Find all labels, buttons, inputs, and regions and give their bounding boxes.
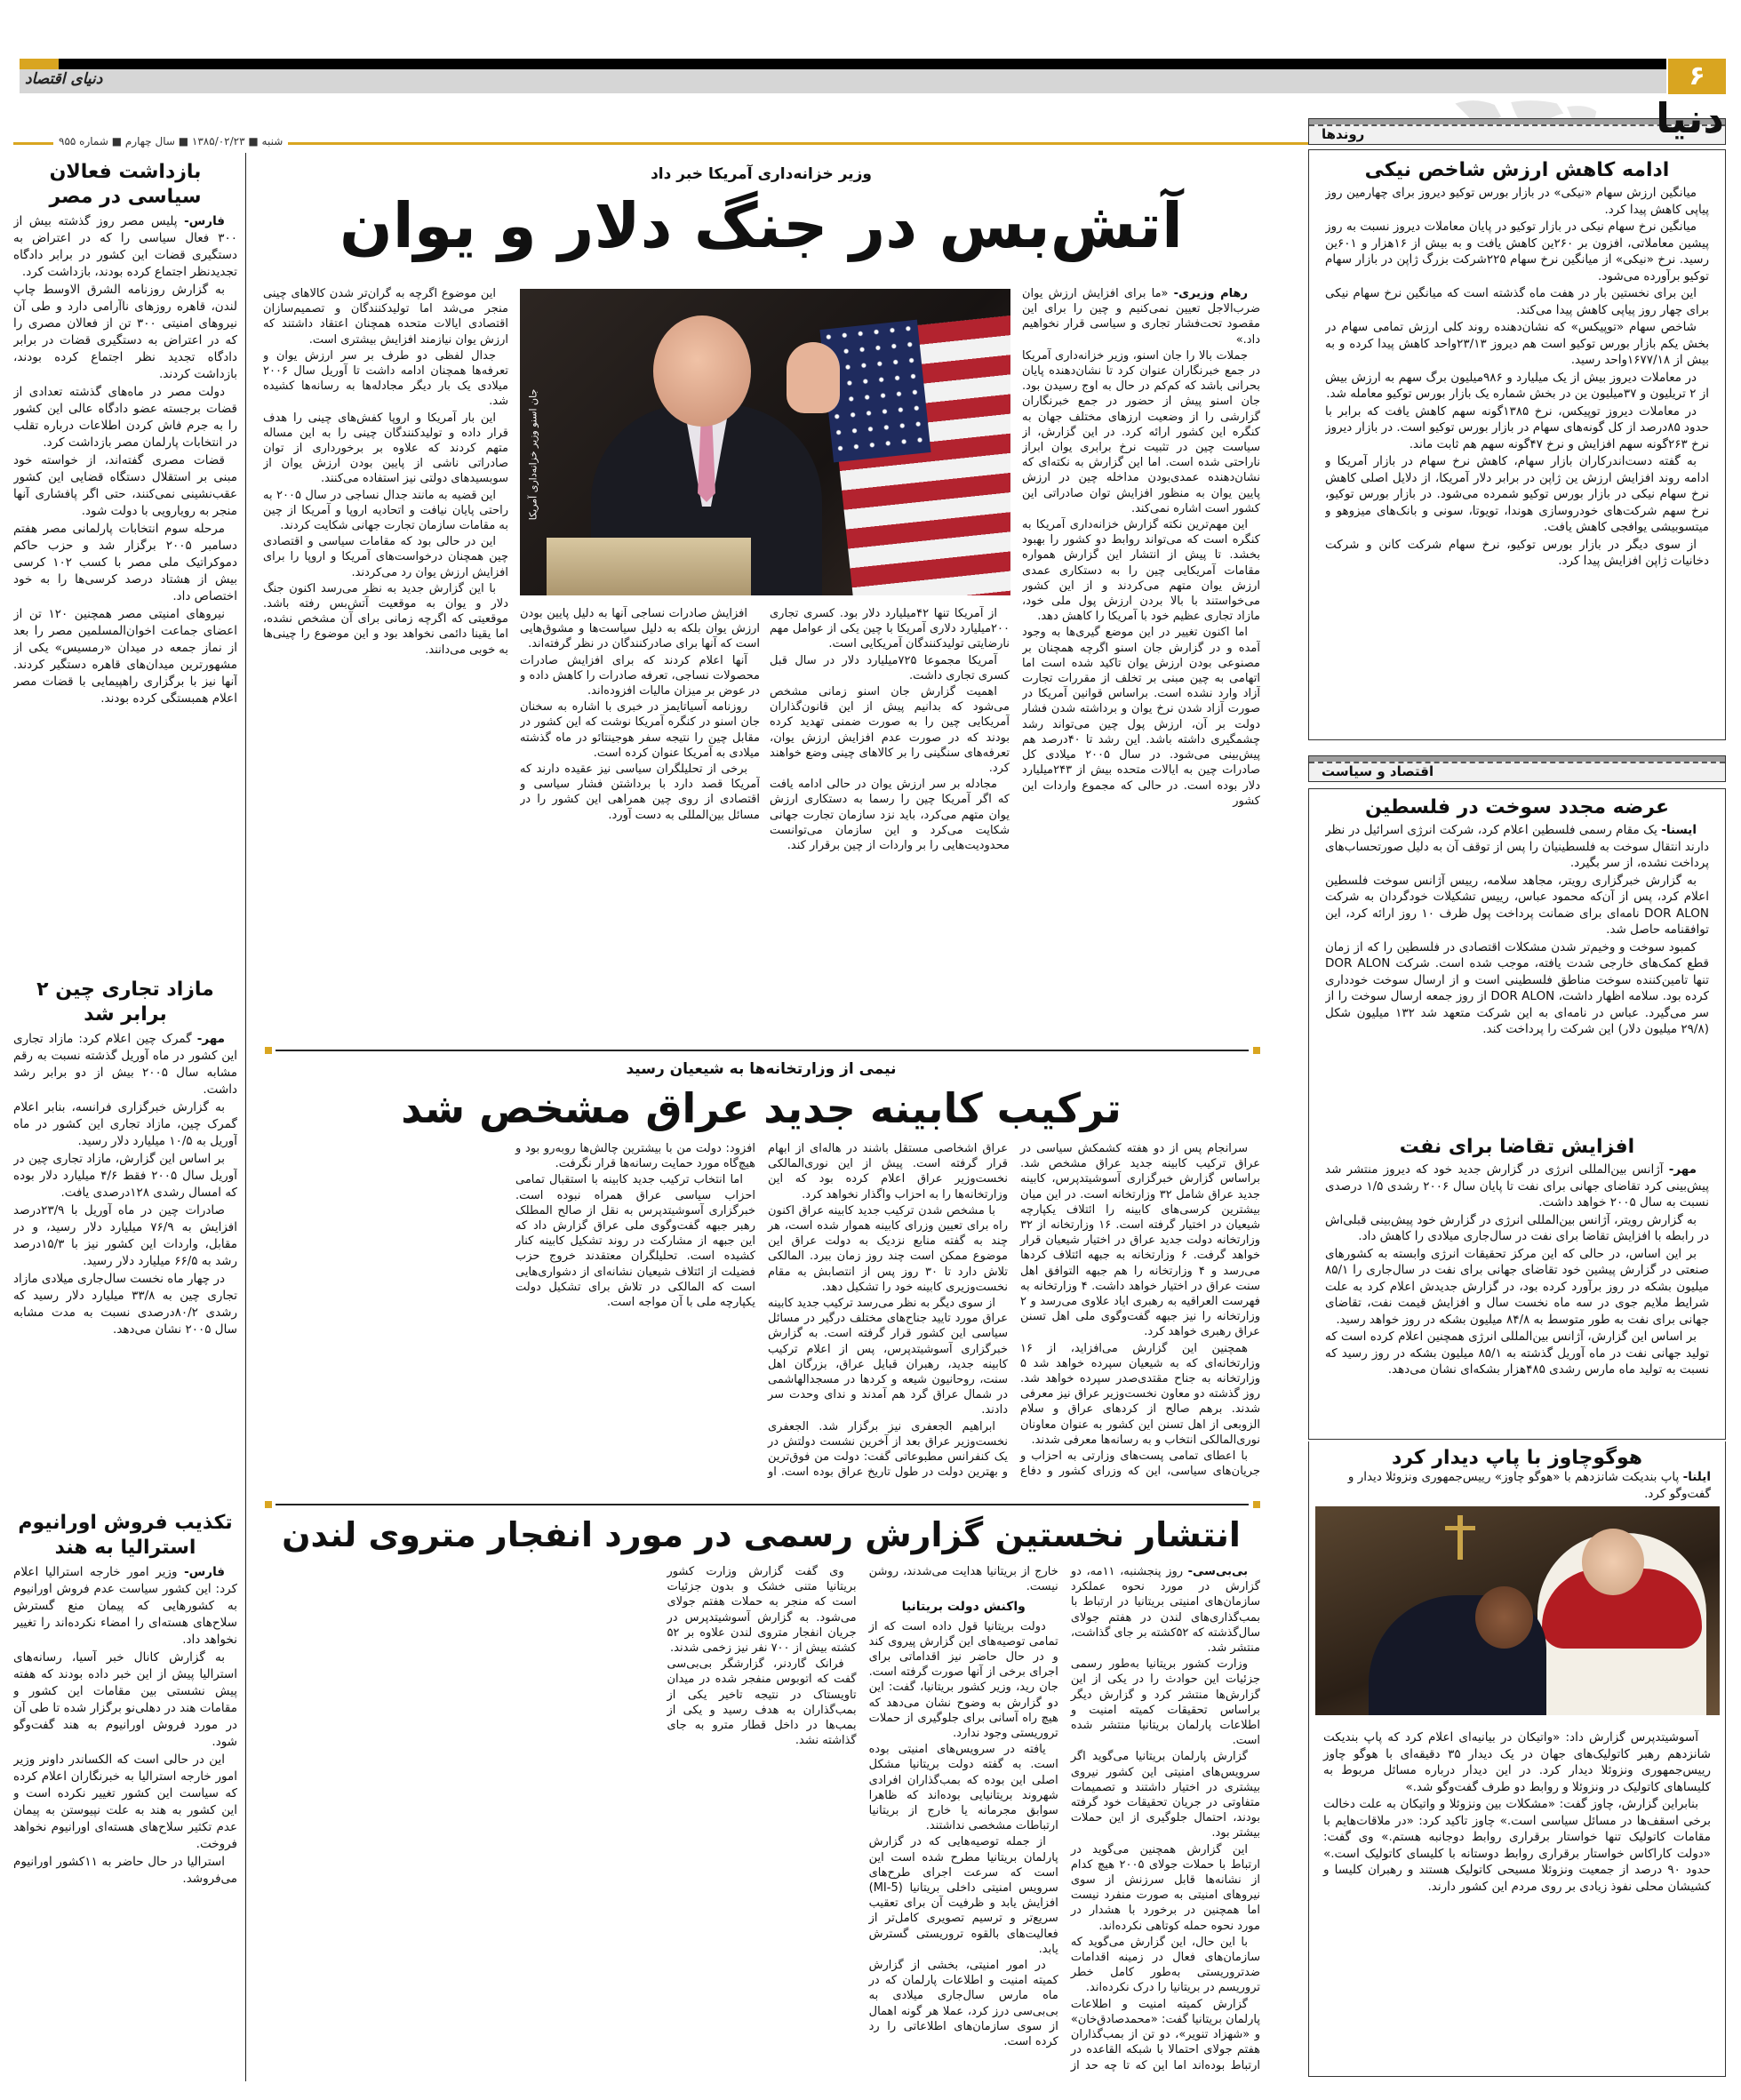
paragraph (1022, 625, 1260, 808)
paragraph (13, 384, 237, 451)
paragraph-text: مجادله بر سر ارزش یوان در حالی ادامه یافت که اگر آمریکا چین را رسما به دستکاری ارزش یوان متهم می‌کرد، باید نزد سازمان تجارت جهانی شکایت می‌کرد و این سازمان می‌توانست محدودیت‌هایی را بر واردات از چین برقرار کند. (770, 778, 1010, 853)
paragraph (13, 1099, 237, 1150)
left-column-story-1 (13, 160, 237, 978)
paragraph (263, 534, 508, 580)
nikkei-story-body (1325, 185, 1709, 718)
paragraph (13, 1151, 237, 1202)
paragraph-text: نیروهای امنیتی مصر همچنین ۱۲۰ تن از اعضای جماعت اخوان‌المسلمین مصر را بعد از نماز جمعه در میدان «رمسیس» یکی از مشهورترین میدان‌های قاهره دستگیر کردند. آنها نیز با برگزاری راهپیمایی با قضات مصر اعلام همبستگی کرده بودند. (13, 607, 237, 706)
paragraph-text: کمبود سوخت و وخیم‌تر شدن مشکلات اقتصادی در فلسطین را که از زمان قطع کمک‌های خارجی شدت یافته، موجب شده است. شرکت DOR ALON تنها تامین‌کننده سوخت مناطق فلسطینی است و از ارسال سوخت خودداری کرده بود. سلامه اظهار داشت، DOR ALON از روز جمعه ارسال سوخت را از سر می‌گیرد. عباس در نامه‌ای به این شرکت متعهد شد ۱۳۲ میلیون شکل (۲۹/۸ میلیون دلار) این شرکت را پرداخت کند. (1325, 939, 1709, 1036)
paragraph-text: این در حالی بود که مقامات سیاسی و اقتصادی چین همچنان درخواست‌های آمریکا و اروپا را برای افزایش ارزش یوان رد می‌کردند. (263, 535, 508, 579)
paragraph-text: اما اکنون تغییر در این موضع گیری‌ها به وجود آمده و در گزارش جان اسنو اگرچه همچنان بر مصنوعی بودن ارزش یوان تاکید شده است اما اتهامی به چین مبنی بر تخلف از مقررات تجارت آزاد وارد نشده است. براساس قوانین آمریکا در صورت آزاد شدن نرخ یوان و برداشته شدن فشار دولت بر آن، ارزش پول چین می‌تواند رشد چشمگیری داشته باشد. این رشد تا ۴۰درصد هم پیش‌بینی می‌شود. در سال ۲۰۰۵ میلادی کل صادرات چین به ایالات متحده بیش از ۲۴۳میلیارد دلار بوده است. در حالی که مجموع واردات این کشور (1022, 626, 1260, 808)
story-title: بازداشت فعالان سیاسی در مصر (49, 161, 202, 208)
paragraph (770, 606, 1010, 652)
header-black-bar (20, 59, 1666, 69)
issue-dateline: شنبه ■ ۱۳۸۵/۰۲/۲۳ ■ سال چهارم ■ شماره ۹۵۵ (53, 135, 288, 148)
paragraph-text: یک مقام رسمی فلسطین اعلام کرد، شرکت انرژی اسرائیل در نظر دارند انتقال سوخت به فلسطینیان را پس از توقف آن به دلیل صورتحساب‌های پرداخت نشده، از سر بگیرد. (1325, 823, 1709, 870)
paragraph (13, 1202, 237, 1270)
paragraph-text: صادرات چین در ماه آوریل با ۲۳/۹درصد افزایش به ۷۶/۹ میلیارد دلار رسید، و در مقابل، واردات این کشور نیز با ۱۵/۳درصد رشد به ۶۶/۵ میلیارد دلار رسید. (13, 1203, 237, 1268)
paragraph (770, 777, 1010, 853)
separator-marker (1253, 1047, 1260, 1054)
paragraph-text: در چهار ماه نخست سال‌جاری میلادی مازاد تجاری چین به ۳۳/۸ میلیارد دلار رسید که رشدی ۸۰/۲درصدی نسبت به مدت مشابه سال ۲۰۰۵ نشان می‌دهد. (13, 1272, 237, 1337)
paragraph-text: از سوی دیگر در بازار بورس توکیو، نرخ سهام شرکت کانن و شرکت دخانیات ژاپن افزایش پیدا کرد. (1325, 537, 1709, 568)
paragraph-text: به گزارش کانال خبر آسیا، رسانه‌های استرالیا پیش از این خبر داده بودند که هفته پیش نشستی بین مقامات این کشور و مقامات هند در دهلی‌نو برگزار شده تا طی آن در مورد فروش اورانیوم به هند گفت‌وگو شود. (13, 1650, 237, 1749)
paragraph (515, 1172, 755, 1310)
chavez-story-title: هوگوچاوز با پاپ دیدار کرد (1391, 1447, 1643, 1469)
london-subhead: واکنش دولت بریتانیا (901, 1600, 1026, 1615)
paragraph-text: به گزارش رویتر، آژانس بین‌المللی انرژی در گزارش خود پیش‌بینی قبلی‌اش در رابطه با افزایش تقاضا برای نفت در سال‌جاری میلادی را کاهش داد. (1325, 1212, 1709, 1243)
column-divider (245, 153, 246, 2081)
paragraph-text: افزایش صادرات نساجی آنها به دلیل پایین بودن ارزش یوان بلکه به دلیل سیاست‌ها و مشوق‌هایی است که آنها برای صادرکنندگان در نظر گرفته‌اند. (520, 607, 760, 651)
paragraph-text: بر اساس این گزارش، مازاد تجاری چین در آوریل سال ۲۰۰۵ فقط ۴/۶ میلیارد دلار بوده که امسال رشدی ۱۲۸درصدی یافت. (13, 1152, 237, 1200)
paragraph (1022, 517, 1260, 624)
paragraph (263, 286, 508, 347)
paragraph (1325, 319, 1709, 369)
paragraph (1071, 1749, 1260, 1840)
paragraph (263, 348, 508, 410)
story-body (13, 213, 237, 978)
paragraph (1071, 1842, 1260, 1934)
paragraph-text: بنابراین گزارش، چاوز گفت: «مشکلات بین ونزوئلا و واتیکان به علت دخالت برخی اسقف‌ها در مسائل سیاسی است.» چاوز تاکید کرد: «در ملاقات‌هایم با مقامات کاتولیک تنها خواستار برقراری روابط دوجانبه هستم.» وی گفت: «دولت کاراکاس خواستار برقراری روابط دوستانه با کلیسای کاتولیک است.» حدود ۹۰ درصد از جمعیت ونزوئلا مسیحی کاتولیک هستند و رهبران کلیسا و کشیشان محلی نفوذ زیادی بر روی مردم این کشور دارند. (1323, 1797, 1711, 1894)
section-separator (276, 1050, 1249, 1051)
paragraph (770, 653, 1010, 683)
main-story-column-2 (770, 606, 1010, 1040)
paragraph-text: روزنامه آسیاتایمز در خبری با اشاره به سخنان جان اسنو در کنگره آمریکا نوشت که این کشور در مقابل چین را نتیجه سفر هوجینتائو در ماه گذشته میلادی به آمریکا عنوان کرده است. (520, 700, 760, 760)
paragraph (1071, 1564, 1260, 1656)
separator-marker (265, 1047, 272, 1054)
pope-chavez-photo (1315, 1506, 1720, 1715)
chavez-head (1475, 1586, 1533, 1649)
story-title: تکذیب فروش اورانیوم استرالیا به هند (18, 1512, 233, 1559)
paragraph (869, 1834, 1058, 1957)
paragraph-text: گزارش پارلمان بریتانیا می‌گوید اگر سرویس‌های امنیتی این کشور نیروی بیشتری در اختیار داشتند و تصمیمات متفاوتی در جریان تحقیقات خود گرفته بودند، احتمال جلوگیری از این حملات بیشتر بود. (1070, 1750, 1260, 1840)
paragraph-text: آژانس بین‌المللی انرژی در گزارش جدید خود که دیروز منتشر شد پیش‌بینی کرد تقاضای جهانی برای نفت تا پایان سال ۲۰۰۶ رشدی ۱/۵ درصدی نسبت به سال ۲۰۰۵ خواهد داشت. (1325, 1162, 1709, 1210)
paragraph-text: بر اساس این گزارش، آژانس بین‌المللی انرژی همچنین اعلام کرده است که تولید جهانی نفت در ماه آوریل گذشته به ۸۵/۱ میلیون بشکه در روز رسید که نسبت به تولید ماه مارس رشدی ۴۸۵هزار بشکه‌ای نشان می‌دهد. (1325, 1329, 1709, 1377)
paragraph (1325, 1246, 1709, 1329)
speaker-head (653, 315, 751, 427)
paragraph-text: مرحله سوم انتخابات پارلمانی مصر هفتم دسامبر ۲۰۰۵ برگزار شد و حزب حاکم دموکراتیک ملی مصر با کسب ۱۰۲ کرسی بیش از هشتاد درصد کرسی‌ها را به خود اختصاص داد. (13, 522, 237, 603)
london-story-body (263, 1564, 1260, 2075)
paragraph-text: قضات مصری گفته‌اند، از خواسته خود مبنی بر استقلال دستگاه قضایی این کشور عقب‌نشینی نمی‌کنند، حتی اگر پافشاری آنها منجر به رویارویی با دولت شود. (13, 453, 237, 518)
iraq-story-body (263, 1141, 1260, 1493)
paragraph (1323, 1729, 1711, 1795)
paragraph-text: دولت مصر در ماه‌های گذشته تعدادی از قضات برجسته عضو دادگاه عالی این کشور را به جرم فاش کردن اطلاعات درباره تقلب در انتخابات پارلمان مصر بازداشت کرد. (13, 385, 237, 450)
paragraph-text: از سوی دیگر به نظر می‌رسد ترکیب جدید کابینه عراق مورد تایید جناح‌های مختلف درگیر در مسائل سیاسی این کشور قرار گرفته است. به گزارش خبرگزاری آسوشیتدپرس، پس از اعلام ترکیب کابینه جدید، رهبران قبایل عراق، بزرگان اهل سنت، روحانیون شیعه و کردها در مسجدالهاشمی در شمال عراق گرد هم آمدند و ندای وحدت سر دادند. (768, 1297, 1008, 1417)
paragraph-text: وی گفت گزارش وزارت کشور بریتانیا متنی خشک و بدون جزئیات است که منجر به حملات هفتم جولای می‌شود. به گزارش آسوشیتدپرس در جریان انفجار متروی لندن علاوه بر ۵۲ کشته بیش از ۷۰۰ نفر نیز زخمی شدند. (667, 1565, 857, 1656)
paragraph (13, 1031, 237, 1098)
paragraph-text: یافته در سرویس‌های امنیتی بوده است. به گفته دولت بریتانیا مشکل اصلی این بوده که بمب‌گذاران افرادی شهروند بریتانیایی بوده‌اند که ظاهرا سوابق مجرمانه یا خارج از بریتانیا ارتباطات مشخصی نداشتند. (868, 1743, 1058, 1833)
paragraph (1325, 185, 1709, 218)
paragraph (770, 684, 1010, 776)
paragraph-text: این گزارش همچنین می‌گوید در ارتباط با حملات جولای ۲۰۰۵ هیچ کدام از نشانه‌ها قابل سرزنش از سوی نیروهای امنیتی به صورت منفرد نیست اما همچنین در برخورد با هشدار در مورد نحوه حمله کوتاهی نکرده‌اند. (1070, 1842, 1260, 1933)
paragraph-text: با این گزارش جدید به نظر می‌رسد اکنون جنگ دلار و یوان به موقعیت آتش‌بس رفته باشد. موقعیتی که اگرچه زمانی برای آن مشخص نشده، اما یقینا دائمی نخواهد بود و این موضوع را چینی‌ها به خوبی می‌دانند. (263, 581, 508, 657)
section-title: دنیا (1656, 94, 1724, 142)
paragraph (13, 1649, 237, 1751)
paragraph-text: آسوشیتدپرس گزارش داد: «واتیکان در بیانیه‌ای اعلام کرد که پاپ بندیکت شانزدهم رهبر کاتولیک‌های جهان در یک دیدار ۳۵ دقیقه‌ای با هوگو چاوز رییس‌جمهوری ونزوئلا دیدار کرد. در این دیدار درباره مسائل مربوط به کلیساهای کاتولیک در ونزوئلا و روابط دو طرف گفت‌وگو شد.» (1323, 1730, 1711, 1794)
paragraph-text: در معاملات دیروز توپیکس، نرخ ۱۳۸۵گونه سهم کاهش یافت که برابر با حدود ۸۵درصد از کل گونه‌های سهام در بازار بورس توکیو است. در بازار دیروز نرخ ۲۶۳گونه سهم افزایش و نرخ ۴۷گونه سهم هم ثابت ماند. (1325, 403, 1709, 451)
paragraph-text: با مشخص شدن ترکیب جدید کابینه عراق اکنون راه برای تعیین وزرای کابینه هموار شده است، هر چند به گفته منابع نزدیک به دولت عراق این موضوع ممکن است چند روز زمان ببرد. المالکی تلاش دارد تا ۳۰ روز پس از انتصابش به مقام نخست‌وزیری کابینه خود را تشکیل دهد. (768, 1203, 1008, 1294)
paragraph-text: در امور امنیتی، بخشی از گزارش کمیته امنیت و اطلاعات پارلمان که در ماه مارس سال‌جاری میلادی به بی‌بی‌سی درز کرد، عملا هر گونه اهمال از سوی سازمان‌های اطلاعاتی را رد کرده است. (868, 1959, 1058, 2049)
paragraph (520, 606, 760, 652)
newspaper-logo: دنیای اقتصاد (25, 70, 103, 88)
separator-marker (1253, 1501, 1260, 1508)
paragraph (13, 282, 237, 383)
main-story-column-4 (263, 286, 508, 1040)
paragraph (869, 1742, 1058, 1833)
news-source: رهام وزیری- (1173, 287, 1248, 300)
paragraph (1325, 1329, 1709, 1378)
crucifix-bar (1445, 1526, 1475, 1530)
paragraph (13, 1854, 237, 1888)
paragraph (13, 606, 237, 707)
paragraph-text: ابراهیم الجعفری نیز برگزار شد. الجعفری نخست‌وزیر عراق بعد از آخرین نشست دولتش در یک کنفرانس مطبوعاتی گفت: دولت من فوق‌ترین و بهترین دولت در طول تاریخ عراق بوده است. او افزود: دولت من با بیشترین چالش‌ها روبه‌رو بود و هیچ‌گاه مورد حمایت رسانه‌ها قرار نگرفت. (515, 1142, 1008, 1480)
paragraph-text: گزارش کمیته امنیت و اطلاعات پارلمان بریتانیا گفت: «محمدصادق‌خان» و «شهزاد تنویر»، دو تن از بمب‌گذاران هفتم جولای احتمالا با شبکه القاعده در ارتباط بوده‌اند اما این که تا چه حد از خارج از بریتانیا هدایت می‌شدند، روشن نیست. (868, 1565, 1260, 2072)
pope-head (1582, 1529, 1644, 1595)
paragraph (869, 1619, 1058, 1742)
separator-marker (265, 1501, 272, 1508)
paragraph-text: میانگین ارزش سهام «نیکی» در بازار بورس توکیو دیروز برای چهارمین روز پیاپی کاهش پیدا کرد. (1325, 186, 1709, 217)
paragraph-text: در معاملات دیروز بیش از یک میلیارد و ۹۸۶میلیون برگ سهم به ارزش بیش از ۲ تریلیون و ۳۷میلیون ین در بخش شماره یک بازار بورس توکیو معامله شد. (1325, 370, 1709, 401)
paragraph (1325, 370, 1709, 403)
paragraph-text: به گزارش خبرگزاری فرانسه، بنابر اعلام گمرک چین، مازاد تجاری این کشور در ماه آوریل به ۱۰/۵ میلیارد دلار رسید. (13, 1100, 237, 1148)
paragraph (1325, 1162, 1709, 1211)
paragraph-text: این در حالی است که الکساندر داونر وزیر امور خارجه استرالیا به خبرنگاران اعلام کرده که سیاست این کشور تغییر نکرده است و این کشور به هند به علت نپیوستن به پیمان عدم تکثیر سلاح‌های هسته‌ای اورانیوم نخواهد فروخت. (13, 1753, 237, 1851)
paragraph-text: از آمریکا تنها ۴۲میلیارد دلار بود. کسری تجاری ۲۰۰میلیارد دلاری آمریکا با چین یکی از عوامل مهم نارضایتی تولیدکنندگان آمریکایی است. (770, 607, 1010, 651)
news-source: فارس- (184, 1565, 225, 1579)
crucifix-icon (1457, 1515, 1463, 1560)
section-separator (276, 1504, 1249, 1505)
paragraph-text: وزیر امور خارجه استرالیا اعلام کرد: این کشور سیاست عدم فروش اورانیوم به کشورهایی که پیمان منع گسترش سلاح‌های هسته‌ای را امضاء نکرده‌اند را تغییر نخواهد داد. (13, 1565, 237, 1647)
paragraph-text: این موضوع اگرچه به گران‌تر شدن کالاهای چینی منجر می‌شد اما تولیدکنندگان و تصمیم‌سازان اقتصادی ایالات متحده همچنان اعتقاد داشتند که ارزش یوان نیازمند افزایش بیشتری است. (263, 287, 508, 347)
paragraph-text: این برای نخستین بار در هفت ماه گذشته است که میانگین نرخ سهام نیکی برای چهار روز پیاپی کاهش پیدا می‌کند. (1325, 286, 1709, 317)
paragraph-text: به گفته دست‌اندرکاران بازار سهام، کاهش نرخ سهام در بازار آمریکا و ادامه روند افزایش ارزش ین ژاپن در برابر دلار آمریکا، از دلایل اصلی کاهش نرخ سهام نیکی در بازار بورس توکیو شمرده می‌شود. در بازار بورس توکیو، نرخ سهم شرکت‌های خودروسازی هوندا، تویوتا، سونی و بانک‌های میزوهو و میتسوبیشی یوافجی کاهش یافت. (1325, 454, 1709, 534)
oil-story-body (1325, 1162, 1709, 1428)
story-title: مازاد تجاری چین ۲ برابر شد (36, 978, 214, 1026)
sidebar-header-economy-politics (1308, 755, 1726, 782)
podium (547, 538, 751, 595)
paragraph-text: به گزارش روزنامه الشرق الاوسط چاپ لندن، قاهره روزهای ناآرامی دارد و طی آن نیروهای امنیتی ۳۰۰ تن از فعالان مصری را که در اعتراض به دستگیری قضات در برابر دادگاه تجدید نظر اجتماع کرده بودند، بازداشت کردند. (13, 283, 237, 381)
paragraph-text: با اعطای تمامی پست‌های وزارتی به احزاب و جریان‌های سیاسی، این که وزرای کشور و دفاع عراق اشخاصی مستقل باشند در هاله‌ای از ابهام قرار گرفته است. پیش از این نوری‌المالکی نخست‌وزیر عراق اعلام کرده بود که این وزارتخانه‌ها را به احزاب واگذار نخواهد کرد. (768, 1142, 1260, 1479)
paragraph (1325, 873, 1709, 938)
lead-text: پاپ بندیکت شانزدهم با «هوگو چاوز» رییس‌جمهوری ونزوئلا دیدار و گفت‌وگو کرد. (1347, 1470, 1711, 1501)
paragraph (13, 521, 237, 605)
chavez-story-lead (1314, 1469, 1720, 1502)
paragraph-text: جملات بالا را جان اسنو، وزیر خزانه‌داری آمریکا در جمع خبرنگاران عنوان کرد تا نشان‌دهنده پایان بحرانی باشد که کم‌کم در حال به اوج رسیدن بود. جان اسنو پیش از حضور در جمع خبرنگاران گزارشی را از وضعیت ارزهای مختلف جهان به کنگره این کشور ارائه کرد. در این گزارش، از سیاست چین در تثبیت نرخ برابری یوان ابراز ناراحتی شده است. اما این گزارش به نکته‌ای که نشان‌دهنده عمدی‌بودن مداخله چین در ارزش پایین یوان به منظور افزایش توان صادراتی این کشور است اشاره نمی‌کند. (1022, 348, 1260, 515)
paragraph (1325, 285, 1709, 318)
main-story-column-1 (1022, 286, 1260, 1040)
paragraph-text: سرانجام پس از دو هفته کشمکش سیاسی در عراق ترکیب کابینه جدید عراق مشخص شد. براساس گزارش خبرگزاری آسوشیتدپرس، کابینه جدید عراق شامل ۳۲ وزارتخانه است. در این میان بیشترین کرسی‌های کابینه را ائتلاف یکپارچه شیعیان در اختیار گرفته است. ۱۶ وزارتخانه از ۳۲ وزارتخانه دولت جدید عراق در اختیار شیعیان قرار خواهد گرفت. ۶ وزارتخانه به جبهه ائتلاف کردها می‌رسد و ۴ وزارتخانه را هم جبهه التوافق اهل سنت عراق در اختیار خواهد داشت. ۴ وزارتخانه به فهرست العراقیه به رهبری ایاد علاوی می‌رسد و ۲ وزارتخانه را نیز جبهه گفت‌وگوی ملی اهل تسنن عراق رهبری خواهد کرد. (1020, 1142, 1260, 1339)
paragraph (1071, 1935, 1260, 1996)
sidebar-header-label: روندها (1322, 126, 1365, 142)
paragraph (13, 1271, 237, 1338)
paragraph-text: این بار آمریکا و اروپا کفش‌های چینی را هدف قرار داده و تولیدکنندگان چینی را به این مساله متهم کردند که علاوه بر برخورداری از توان صادراتی ناشی از پایین بودن ارزش یوان از سوبسیدهای دولتی نیز استفاده می‌کنند. (263, 411, 508, 486)
left-column-story-3 (13, 1511, 237, 2071)
paragraph-text: جدال لفظی دو طرف بر سر ارزش یوان و تعرفه‌ها همچنان ادامه داشت تا آوریل سال ۲۰۰۶ میلادی یک بار دیگر مجادله‌ها به رسانه‌ها کشیده شد. (263, 348, 508, 409)
paragraph (1020, 1141, 1260, 1340)
paragraph (667, 1657, 856, 1748)
paragraph (1325, 822, 1709, 872)
paragraph-text: پلیس مصر روز گذشته بیش از ۳۰۰ فعال سیاسی را که در اعتراض به دستگیری قضات این کشور در برابر دادگاه تجدیدنظر اجتماع کرده بودند، بازداشت کرد. (13, 214, 237, 279)
paragraph (1325, 939, 1709, 1038)
paragraph-text: میانگین نرخ سهام نیکی در بازار توکیو در پایان معاملات دیروز نسبت به روز پیشین معاملاتی، افزون بر ۲۶۰ین کاهش یافت و به بیش از ۱۶هزار و ۶۰۱ین رسید. نرخ «نیکی» از میانگین نرخ سهام ۲۲۵شرکت بزرگ ژاپن در بازار سهام توکیو برآورده می‌شود. (1325, 220, 1709, 283)
paragraph (768, 1203, 1008, 1295)
paragraph-text: وزارت کشور بریتانیا به‌طور رسمی جزئیات این حوادث را در یکی از این گزارش‌ها منتشر کرد و گزارش دیگر براساس تحقیقات کمیته امنیت و اطلاعات پارلمان بریتانیا منتشر شده است. (1070, 1657, 1260, 1748)
palestine-story-title: عرضه مجدد سوخت در فلسطین (1365, 796, 1669, 818)
news-source: ایلنا- (1682, 1470, 1711, 1484)
palestine-story-body (1325, 822, 1709, 1129)
paragraph (1325, 403, 1709, 453)
paragraph (1325, 453, 1709, 536)
paragraph-text: از جمله توصیه‌هایی که در گزارش پارلمان بریتانیا مطرح شده است این است که سرعت اجرای طرح‌های سرویس امنیتی داخلی بریتانیا (MI-5) افزایش یابد و ظرفیت آن برای تعقیب سریع‌تر و ترسیم تصویری کامل‌تر از فعالیت‌های بالقوه تروریستی گسترش یابد. (868, 1835, 1058, 1956)
paragraph-text: فرانک گاردنر، گزارشگر بی‌بی‌سی گفت که اتوبوس منفجر شده در میدان تاویستاک در نتیجه تاخیر یکی از بمب‌گذاران به هدف رسید و یکی از بمب‌ها در داخل قطار مترو به جای گذاشته نشد. (667, 1657, 857, 1748)
paragraph (768, 1296, 1008, 1418)
paragraph-text: گمرک چین اعلام کرد: مازاد تجاری این کشور در ماه آوریل گذشته نسبت به رقم مشابه سال ۲۰۰۵ بیش از دو برابر رشد داشت. (13, 1032, 237, 1097)
paragraph-text: شاخص سهام «توپیکس» که نشان‌دهنده روند کلی ارزش تمامی سهام در بخش یکم بازار بورس توکیو است هم دیروز ۲۳/۱۳واحد کاهش پیدا کرده و به بیش از ۱۶۷۷/۱۸واحد رسید. (1325, 320, 1709, 367)
paragraph (1022, 286, 1260, 347)
main-story-kicker: وزیر خزانه‌داری آمریکا خبر داد (651, 165, 872, 183)
header-gold-accent (20, 59, 59, 69)
paragraph (13, 1752, 237, 1853)
paragraph (1325, 537, 1709, 570)
paragraph (520, 699, 760, 761)
paragraph-text: استرالیا در حال حاضر به ۱۱کشور اورانیوم می‌فروشد. (13, 1855, 237, 1886)
paragraph-text: همچنین این گزارش می‌افزاید، از ۱۶ وزارتخانه‌ای که به شیعیان سپرده خواهد شد ۵ وزارتخانه به جناح مقتدی‌صدر سپرده خواهد شد. روز گذشته دو معاون نخست‌وزیر عراق نیز معرفی شدند. برهم صالح از کردهای عراق و سلام الزوبعی از اهل تسنن این کشور به عنوان معاونان نوری‌المالکی انتخاب و به رسانه‌ها معرفی شدند. (1020, 1341, 1260, 1447)
news-source: مهر- (1668, 1162, 1697, 1177)
paragraph-text: بر این اساس، در حالی که این مرکز تحقیقات انرژی وابسته به کشورهای صنعتی در گزارش پیشین خود تقاضای جهانی برای نفت در سال‌جاری را ۸۵/۱ میلیون بشکه در روز برآورد کرده بود، در گزارش جدیدش اعلام کرد به علت شرایط ملایم جوی در سه ماه نخست سال و افزایش قیمت نفت، تقاضای جهانی برای نفت به طور متوسط به ۸۴/۸ میلیون بشکه در روز خواهد رسید. (1325, 1246, 1709, 1327)
news-source: مهر- (196, 1032, 226, 1046)
paragraph (263, 488, 508, 534)
iraq-story-headline: ترکیب کابینه جدید عراق مشخص شد (401, 1084, 1122, 1132)
paragraph (13, 452, 237, 520)
paragraph-text: این مهم‌ترین نکته گزارش خزانه‌داری آمریکا به کنگره است که می‌تواند روابط دو کشور را بهبود بخشد. تا پیش از انتشار این گزارش همواره مقامات آمریکایی چین را به دستکاری عمدی ارزش یوان متهم می‌کردند و از این کشور می‌خواستند با بالا بردن ارزش پول ملی خود، مازاد تجاری عظیم خود با آمریکا را کاهش دهد. (1022, 518, 1260, 624)
main-story-column-3 (520, 606, 760, 1040)
main-story-photo (520, 289, 1010, 595)
paragraph (520, 762, 760, 823)
story-body (13, 1564, 237, 2071)
paragraph (1020, 1341, 1260, 1448)
paragraph (520, 653, 760, 699)
page-number: ۶ (1668, 59, 1726, 94)
paragraph (1071, 1657, 1260, 1748)
london-story-headline: انتشار نخستین گزارش رسمی در مورد انفجار متروی لندن (282, 1515, 1241, 1554)
iraq-story-kicker: نیمی از وزارتخانه‌ها به شیعیان رسید (626, 1060, 897, 1078)
main-story-headline: آتش‌بس در جنگ دلار و یوان (339, 189, 1183, 262)
chavez-story-body (1314, 1729, 1720, 2080)
sidebar-box-economy-politics (1308, 788, 1726, 1440)
paragraph (869, 1958, 1058, 2049)
paragraph (1323, 1796, 1711, 1895)
paragraph-text: برخی از تحلیلگران سیاسی نیز عقیده دارند که آمریکا قصد دارد با برداشتن فشار سیاسی و اقتصادی از روی چین همراهی این کشور را در مسائل بین‌المللی به دست آورد. (520, 763, 760, 822)
sidebar-header-label: اقتصاد و سیاست (1322, 763, 1434, 779)
nikkei-story-title: ادامه کاهش ارزش شاخص نیکی (1364, 159, 1670, 181)
paragraph-text: آمریکا مجموعا ۷۲۵میلیارد دلار در سال قبل کسری تجاری داشت. (770, 653, 1010, 683)
paragraph (13, 213, 237, 281)
photo-caption: جان اسنو وزیر خزانه‌داری آمریکا (527, 388, 539, 521)
paragraph (667, 1564, 856, 1656)
speaker-hand (787, 342, 840, 413)
story-body (13, 1031, 237, 1555)
paragraph (1325, 219, 1709, 284)
news-source: فارس- (184, 214, 225, 228)
paragraph-text: دولت بریتانیا قول داده است که از تمامی توصیه‌های این گزارش پیروی کند و در حال حاضر نیز اقداماتی برای اجرای برخی از آنها صورت گرفته است. جان رید، وزیر کشور بریتانیا، گفت: این دو گزارش به وضوح نشان می‌دهد که هیچ راه آسانی برای جلوگیری از حملات تروریستی وجود ندارد. (868, 1619, 1058, 1741)
paragraph (263, 411, 508, 487)
paragraph-text: اهمیت گزارش جان اسنو زمانی مشخص می‌شود که بدانیم پیش از این قانون‌گذاران آمریکایی چین را به صورت ضمنی تهدید کرده بودند که در صورت عدم افزایش ارزش یوان، تعرفه‌های سنگینی را بر کالاهای چینی وضع خواهند کرد. (770, 685, 1010, 776)
news-source: بی‌بی‌سی- (1187, 1565, 1249, 1578)
paragraph-text: با این حال، این گزارش می‌گوید که سازمان‌های فعال در زمینه اقدامات ضدتروریستی به‌طور کامل خطر تروریسم در بریتانیا را درک نکرده‌اند. (1070, 1935, 1260, 1995)
paragraph-text: اما انتخاب ترکیب جدید کابینه با استقبال تمامی احزاب سیاسی عراق همراه نبوده است. خبرگزاری آسوشیتدپرس به نقل از صالح المطلک رهبر جبهه گفت‌وگوی ملی عراق گزارش داد که این جبهه از مشارکت در روند تشکیل کابینه کنار کشیده است. تحلیلگران معتقدند خروج حزب فضیلت از ائتلاف شیعیان نشانه‌ای از دشواری‌هایی است که المالکی در تلاش برای تشکیل دولت یکپارچه ملی با آن مواجه است. (515, 1173, 755, 1310)
oil-story-title: افزایش تقاضا برای نفت (1399, 1136, 1635, 1158)
paragraph-text: آنها اعلام کردند که برای افزایش صادرات محصولات نساجی، تعرفه صادرات را کاهش داده و در عوض بر میزان مالیات افزوده‌اند. (520, 653, 760, 699)
paragraph (263, 581, 508, 658)
paragraph (1325, 1212, 1709, 1245)
paragraph-text: به گزارش خبرگزاری رویتر، مجاهد سلامه، رییس آژانس سوخت فلسطین اعلام کرد، پس از آن‌که محمود عباس، رییس تشکیلات خودگردان به شرکت DOR ALON نامه‌ای برای ضمانت پرداخت پول ظرف ۱۰ روز ارائه کرد، این توافقنامه حاصل شد. (1325, 873, 1709, 937)
news-source: ایسنا- (1661, 823, 1697, 837)
paragraph-text: این قضیه به مانند جدال نساجی در سال ۲۰۰۵ به راحتی پایان نیافت و اتحادیه اروپا و آمریکا از چین به مقامات سازمان تجارت جهانی شکایت کردند. (263, 488, 508, 533)
sidebar-box-trends (1308, 149, 1726, 740)
paragraph (1022, 348, 1260, 516)
paragraph-text: «ما برای افزایش ارزش یوان ضرب‌الاجل تعیین نمی‌کنیم و چین را برای این مقصود تحت‌فشار تجاری و سیاسی قرار نخواهیم داد.» (1022, 287, 1260, 347)
header-gray-band (20, 69, 1666, 93)
paragraph (13, 1564, 237, 1649)
paragraph-text: روز پنجشنبه، ۱۱مه، دو گزارش در مورد نحوه عملکرد سازمان‌های امنیتی بریتانیا در ارتباط با بمب‌گذاری‌های لندن در هفتم جولای سال‌گذشته که ۵۲کشته بر جای گذاشت، منتشر شد. (1070, 1565, 1260, 1656)
left-column-story-2 (13, 978, 237, 1555)
